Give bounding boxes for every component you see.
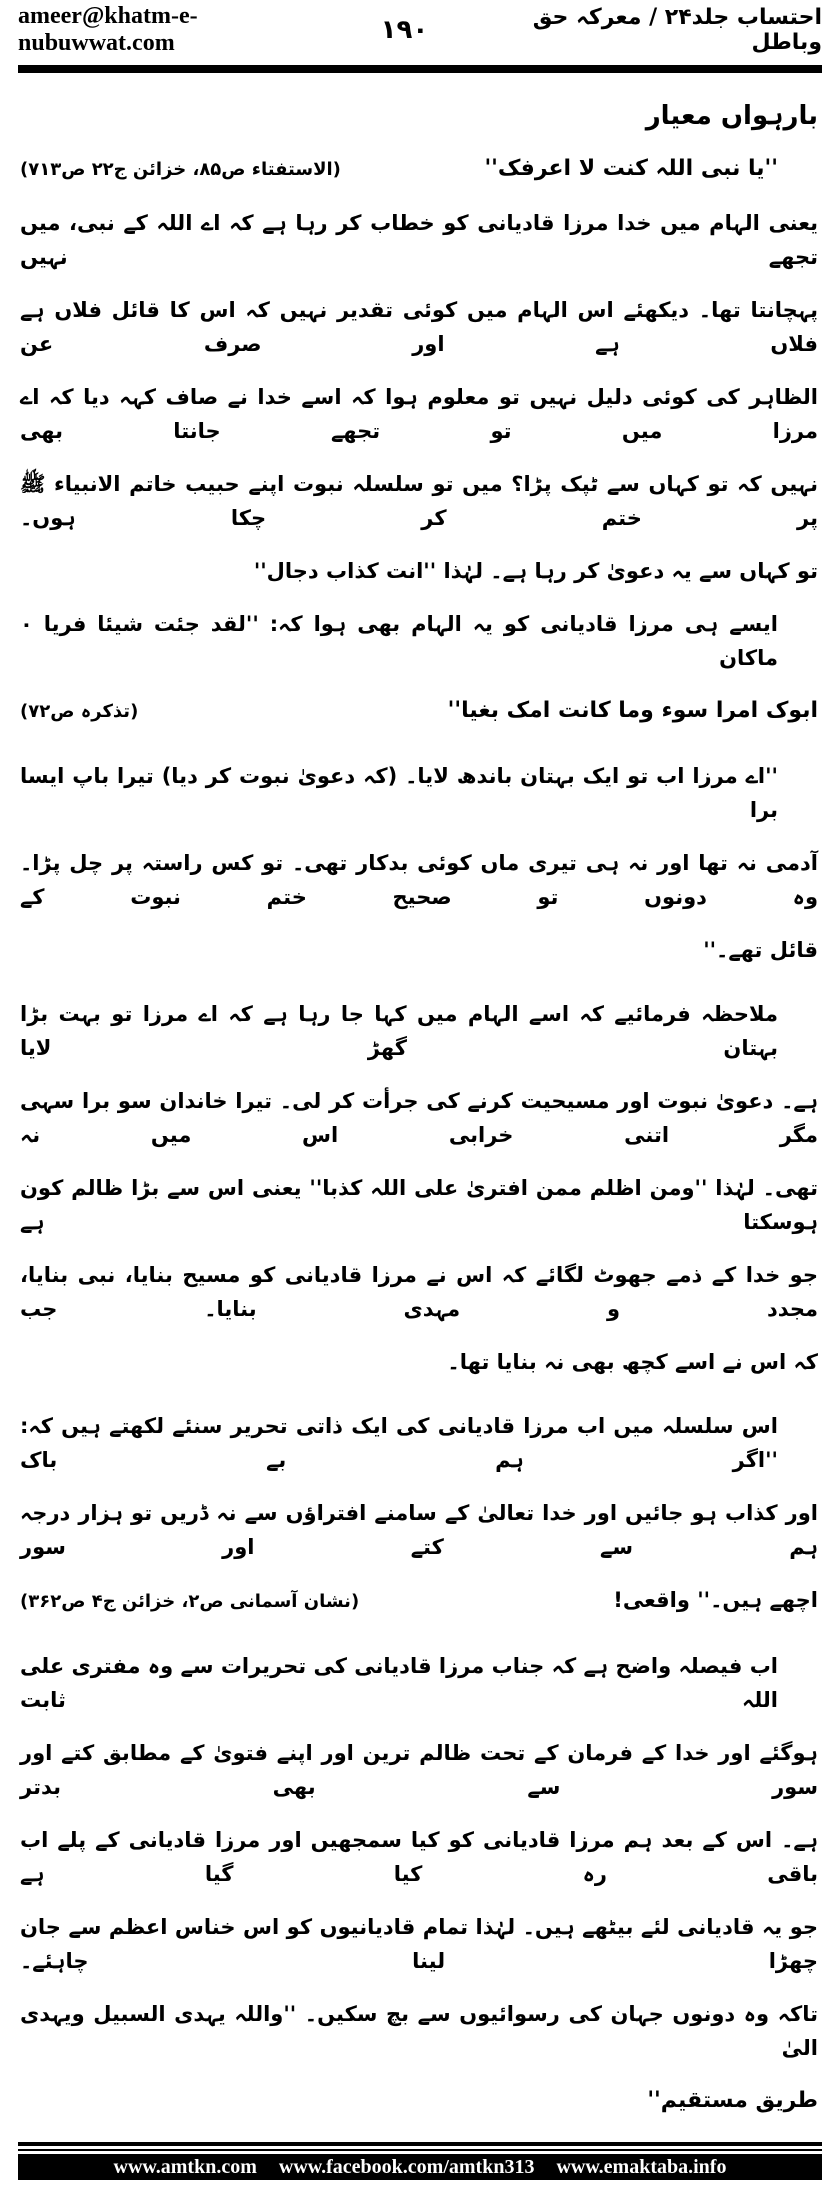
text-line: طریق مستقیم'' xyxy=(647,2088,818,2113)
page-header xyxy=(18,0,822,60)
section-heading: بارہواں معیار xyxy=(645,101,818,131)
text-line: ایسے ہی مرزا قادیانی کو یہ الہام بھی ہوا کہ: ''لقد جئت شیئا فریا ۰ ماکان xyxy=(20,612,778,670)
text-line: نہیں کہ تو کہاں سے ٹپک پڑا؟ میں تو سلسلہ نبوت اپنے حبیب خاتم الانبیاء ﷺ پر ختم کر چکا ہوں۔ xyxy=(20,472,818,530)
text-line: پہچانتا تھا۔ دیکھئے اس الہام میں کوئی تقدیر نہیں کہ اس کا قائل فلاں ہے فلاں ہے اور صرف عن xyxy=(20,298,818,356)
page-footer xyxy=(18,2118,822,2194)
citation: (الاستفتاء ص۸۵، خزائن ج۲۲ ص۷۱۳) xyxy=(20,159,341,180)
text-line: یعنی الہام میں خدا مرزا قادیانی کو خطاب کر رہا ہے کہ اے اللہ کے نبی، میں تجھے نہیں xyxy=(20,211,818,269)
text-line: ملاحظہ فرمائیے کہ اسے الہام میں کہا جا رہا ہے کہ اے مرزا تو بہت بڑا بہتان گھڑ لایا xyxy=(20,1002,778,1060)
page-content xyxy=(18,73,822,2118)
quote-text: ابوک امرا سوء وما کانت امک بغیا'' xyxy=(447,698,818,723)
text-line: تھی۔ لہٰذا ''ومن اظلم ممن افتریٰ علی اللہ کذبا'' یعنی اس سے بڑا ظالم کون ہوسکتا ہے xyxy=(20,1176,818,1234)
text-line: اور کذاب ہو جائیں اور خدا تعالیٰ کے سامنے افتراؤں سے نہ ڈریں تو ہزار درجہ ہم سے کتے اور سور xyxy=(20,1501,818,1559)
header-email: ameer@khatm-e-nubuwwat.com xyxy=(18,3,198,56)
text-line: ہے۔ اس کے بعد ہم مرزا قادیانی کو کیا سمجھیں اور مرزا قادیانی کے پلے اب باقی رہ کیا گیا ہے xyxy=(20,1828,818,1886)
text-line xyxy=(20,152,818,187)
footer-rule-thin xyxy=(18,2149,822,2151)
footer-link[interactable]: www.amtkn.com xyxy=(113,2155,257,2178)
text-line: جو خدا کے ذمے جھوٹ لگائے کہ اس نے مرزا قادیانی کو مسیح بنایا، نبی بنایا، مجدد و مہدی بنایا۔ جب xyxy=(20,1263,818,1321)
text-line xyxy=(20,1583,818,1619)
text-line: ہوگئے اور خدا کے فرمان کے تحت ظالم ترین اور اپنے فتویٰ کے مطابق کتے اور سور سے بھی بدتر xyxy=(20,1741,818,1799)
text-line: الظاہر کی کوئی دلیل نہیں تو معلوم ہوا کہ اسے خدا نے صاف کہہ دیا کہ اے مرزا میں تو تجھے جانتا بھی xyxy=(20,385,818,443)
text-line: ''اے مرزا اب تو ایک بہتان باندھ لایا۔ (کہ دعویٰ نبوت کر دیا) تیرا باپ ایسا برا xyxy=(20,764,778,822)
text-line xyxy=(20,694,818,729)
citation: (تذکرہ ص۷۲) xyxy=(20,701,139,722)
page-number: ۱۹۰ xyxy=(380,15,429,45)
text-line: اس سلسلہ میں اب مرزا قادیانی کی ایک ذاتی تحریر سنئے لکھتے ہیں کہ: ''اگر ہم بے باک xyxy=(20,1414,778,1472)
line-text: اچھے ہیں۔'' واقعی! xyxy=(613,1588,818,1612)
text-line: ہے۔ دعویٰ نبوت اور مسیحیت کرنے کی جرأت کر لی۔ تیرا خاندان سو برا سہی مگر اتنی خرابی اس میں نہ xyxy=(20,1089,818,1147)
text-line: جو یہ قادیانی لئے بیٹھے ہیں۔ لہٰذا تمام قادیانیوں کو اس خناس اعظم سے جان چھڑا لینا چاہئے۔ xyxy=(20,1915,818,1973)
header-rule xyxy=(18,65,822,73)
text-line: کہ اس نے اسے کچھ بھی نہ بنایا تھا۔ xyxy=(447,1350,818,1374)
book-title: احتساب جلد۲۴ / معرکہ حق وباطل xyxy=(532,5,822,55)
footer-bar xyxy=(18,2154,822,2180)
footer-link[interactable]: www.facebook.com/amtkn313 xyxy=(278,2155,535,2178)
text-line: قائل تھے۔'' xyxy=(703,938,818,962)
text-line: تاکہ وہ دونوں جہان کی رسوائیوں سے بچ سکیں۔ ''واللہ یہدی السبیل ویہدی الیٰ xyxy=(20,2002,818,2060)
text-line: تو کہاں سے یہ دعویٰ کر رہا ہے۔ لہٰذا ''انت کذاب دجال'' xyxy=(253,559,818,583)
text-line: آدمی نہ تھا اور نہ ہی تیری ماں کوئی بدکار تھی۔ تو کس راستہ پر چل پڑا۔ وہ دونوں تو صحیح ختم نبوت کے xyxy=(20,851,818,909)
citation: (نشان آسمانی ص۲، خزائن ج۴ ص۳۶۲) xyxy=(20,1591,360,1612)
text-line: اب فیصلہ واضح ہے کہ جناب مرزا قادیانی کی تحریرات سے وہ مفتری علی اللہ ثابت xyxy=(20,1654,778,1712)
quote-text: ''یا نبی اللہ کنت لا اعرفک'' xyxy=(484,156,778,181)
footer-rule-thick xyxy=(18,2142,822,2146)
footer-link[interactable]: www.emaktaba.info xyxy=(556,2155,727,2178)
